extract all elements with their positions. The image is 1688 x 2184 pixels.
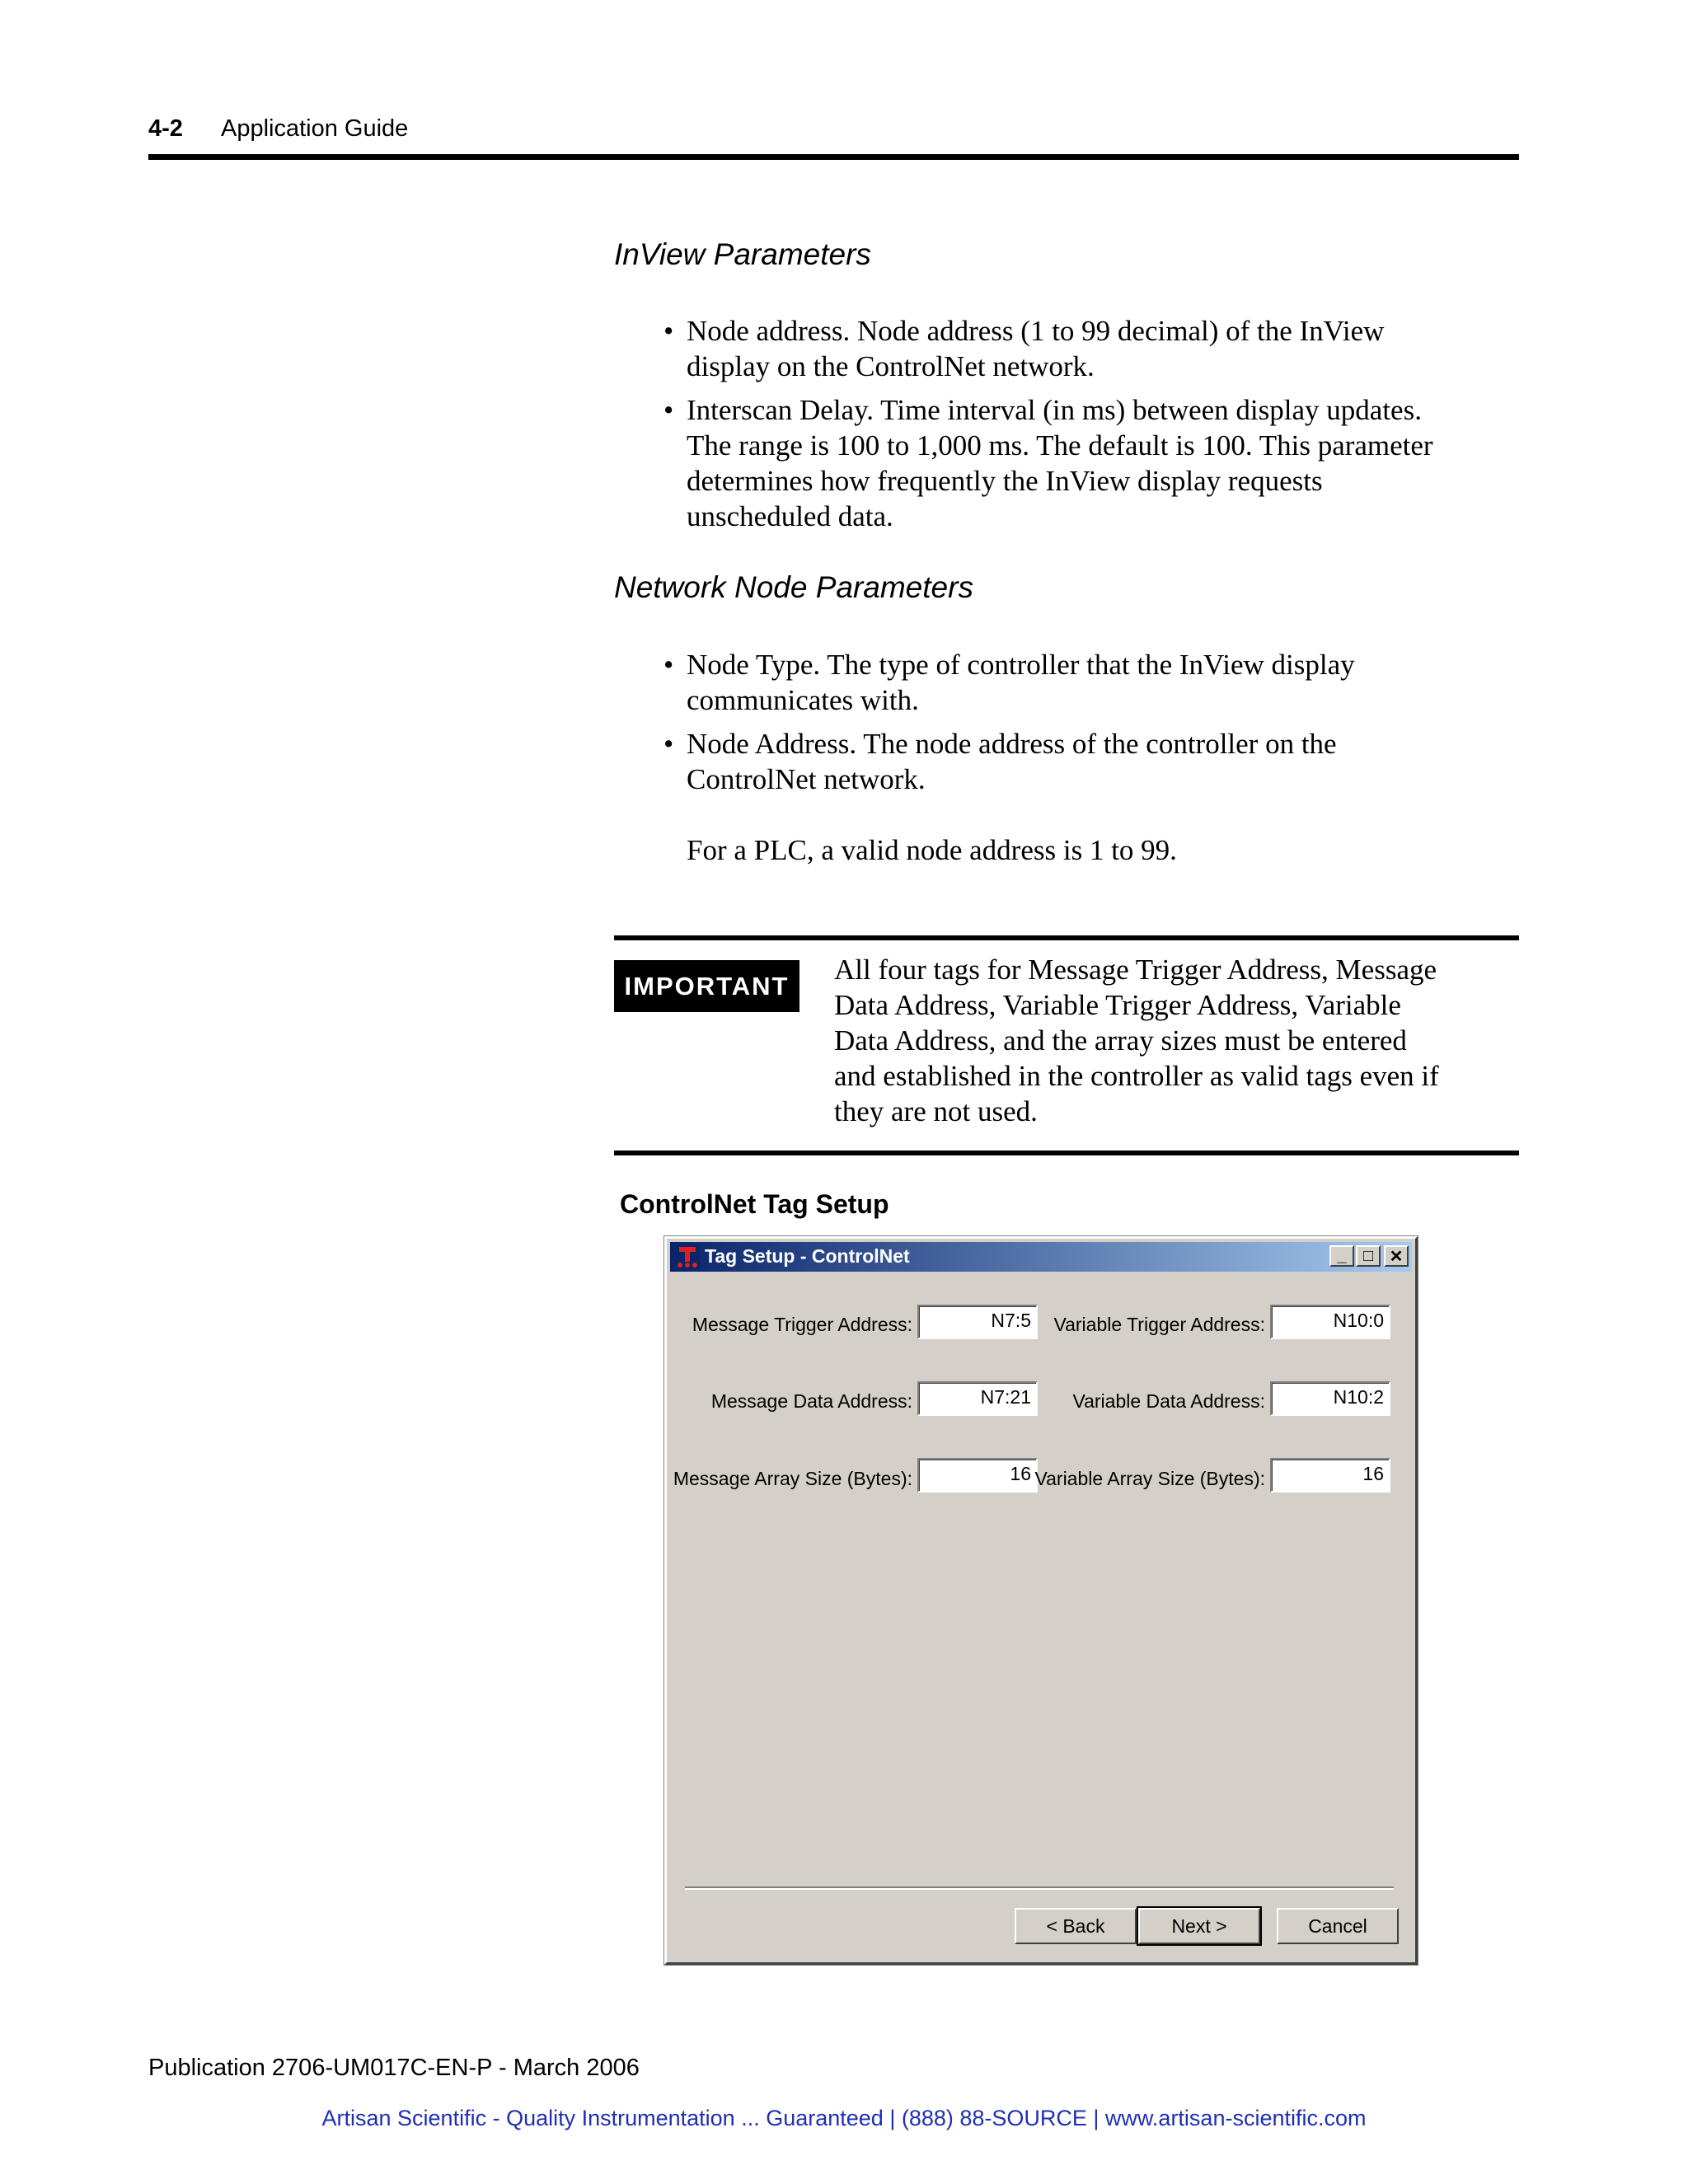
bullet-dot: • — [663, 728, 674, 760]
back-button[interactable]: < Back — [1015, 1908, 1137, 1944]
important-rule-top — [614, 935, 1519, 940]
app-icon — [675, 1244, 700, 1269]
publication-info: Publication 2706-UM017C-EN-P - March 2006 — [148, 2055, 640, 2081]
important-line: they are not used. — [834, 1095, 1038, 1127]
dialog-titlebar[interactable] — [670, 1242, 1412, 1272]
plc-note: For a PLC, a valid node address is 1 to 99. — [687, 834, 1177, 866]
msg-array-label: Message Array Size (Bytes): — [673, 1468, 912, 1489]
figure-caption: ControlNet Tag Setup — [620, 1189, 889, 1219]
important-line: All four tags for Message Trigger Address, Message — [834, 954, 1437, 986]
var-array-input[interactable]: 16 — [1270, 1458, 1390, 1493]
bullet-dot: • — [663, 394, 674, 426]
msg-array-input[interactable]: 16 — [917, 1458, 1038, 1493]
var-data-input[interactable]: N10:2 — [1270, 1381, 1390, 1416]
bullet-line: communicates with. — [687, 684, 919, 716]
header-title: Application Guide — [221, 115, 409, 142]
bullet-line: Interscan Delay. Time interval (in ms) between display updates. — [687, 394, 1422, 426]
bullet-line: Node address. Node address (1 to 99 decimal) of the InView — [687, 315, 1385, 347]
msg-data-label: Message Data Address: — [710, 1390, 912, 1412]
msg-trigger-input[interactable]: N7:5 — [917, 1305, 1038, 1339]
var-trigger-input[interactable]: N10:0 — [1270, 1305, 1390, 1339]
tag-setup-dialog — [664, 1236, 1418, 1965]
important-text — [834, 952, 1522, 1129]
bullet-line: Node Type. The type of controller that the InView display — [687, 649, 1355, 681]
minimize-button[interactable]: _ — [1329, 1245, 1354, 1267]
artisan-banner-link[interactable]: Artisan Scientific - Quality Instrumentation ... Guaranteed | (888) 88-SOURCE | www.artisan-scientific.com — [321, 2106, 1367, 2130]
bullet-line: Node Address. The node address of the controller on the — [687, 728, 1337, 760]
bullet-line: determines how frequently the InView display requests — [687, 465, 1323, 497]
important-line: Data Address, Variable Trigger Address, Variable — [834, 989, 1401, 1021]
maximize-button[interactable]: □ — [1356, 1245, 1381, 1267]
bullet-dot: • — [663, 649, 674, 681]
dialog-separator — [685, 1886, 1394, 1890]
bullet-line: display on the ControlNet network. — [687, 350, 1095, 382]
important-line: and established in the controller as valid tags even if — [834, 1060, 1439, 1092]
var-trigger-label: Variable Trigger Address: — [1053, 1314, 1265, 1335]
important-badge: IMPORTANT — [614, 960, 799, 1012]
cancel-button[interactable]: Cancel — [1277, 1908, 1399, 1944]
bullet-line: unscheduled data. — [687, 500, 893, 532]
important-line: Data Address, and the array sizes must be entered — [834, 1024, 1407, 1057]
important-rule-bottom — [614, 1151, 1519, 1155]
bullet-dot: • — [663, 315, 674, 347]
section-title-inview: InView Parameters — [614, 237, 871, 271]
var-array-label: Variable Array Size (Bytes): — [1034, 1468, 1265, 1489]
msg-trigger-label: Message Trigger Address: — [692, 1314, 912, 1335]
msg-data-input[interactable]: N7:21 — [917, 1381, 1038, 1416]
close-button[interactable]: ✕ — [1384, 1245, 1409, 1267]
bullet-line: ControlNet network. — [687, 763, 926, 795]
bullet-line: The range is 100 to 1,000 ms. The default is 100. This parameter — [687, 429, 1433, 462]
page-number: 4-2 — [148, 115, 183, 142]
var-data-label: Variable Data Address: — [1072, 1390, 1265, 1412]
next-button[interactable]: Next > — [1138, 1908, 1260, 1944]
section-title-network-node: Network Node Parameters — [614, 570, 973, 604]
header-rule — [148, 154, 1519, 160]
dialog-title: Tag Setup - ControlNet — [705, 1245, 910, 1267]
